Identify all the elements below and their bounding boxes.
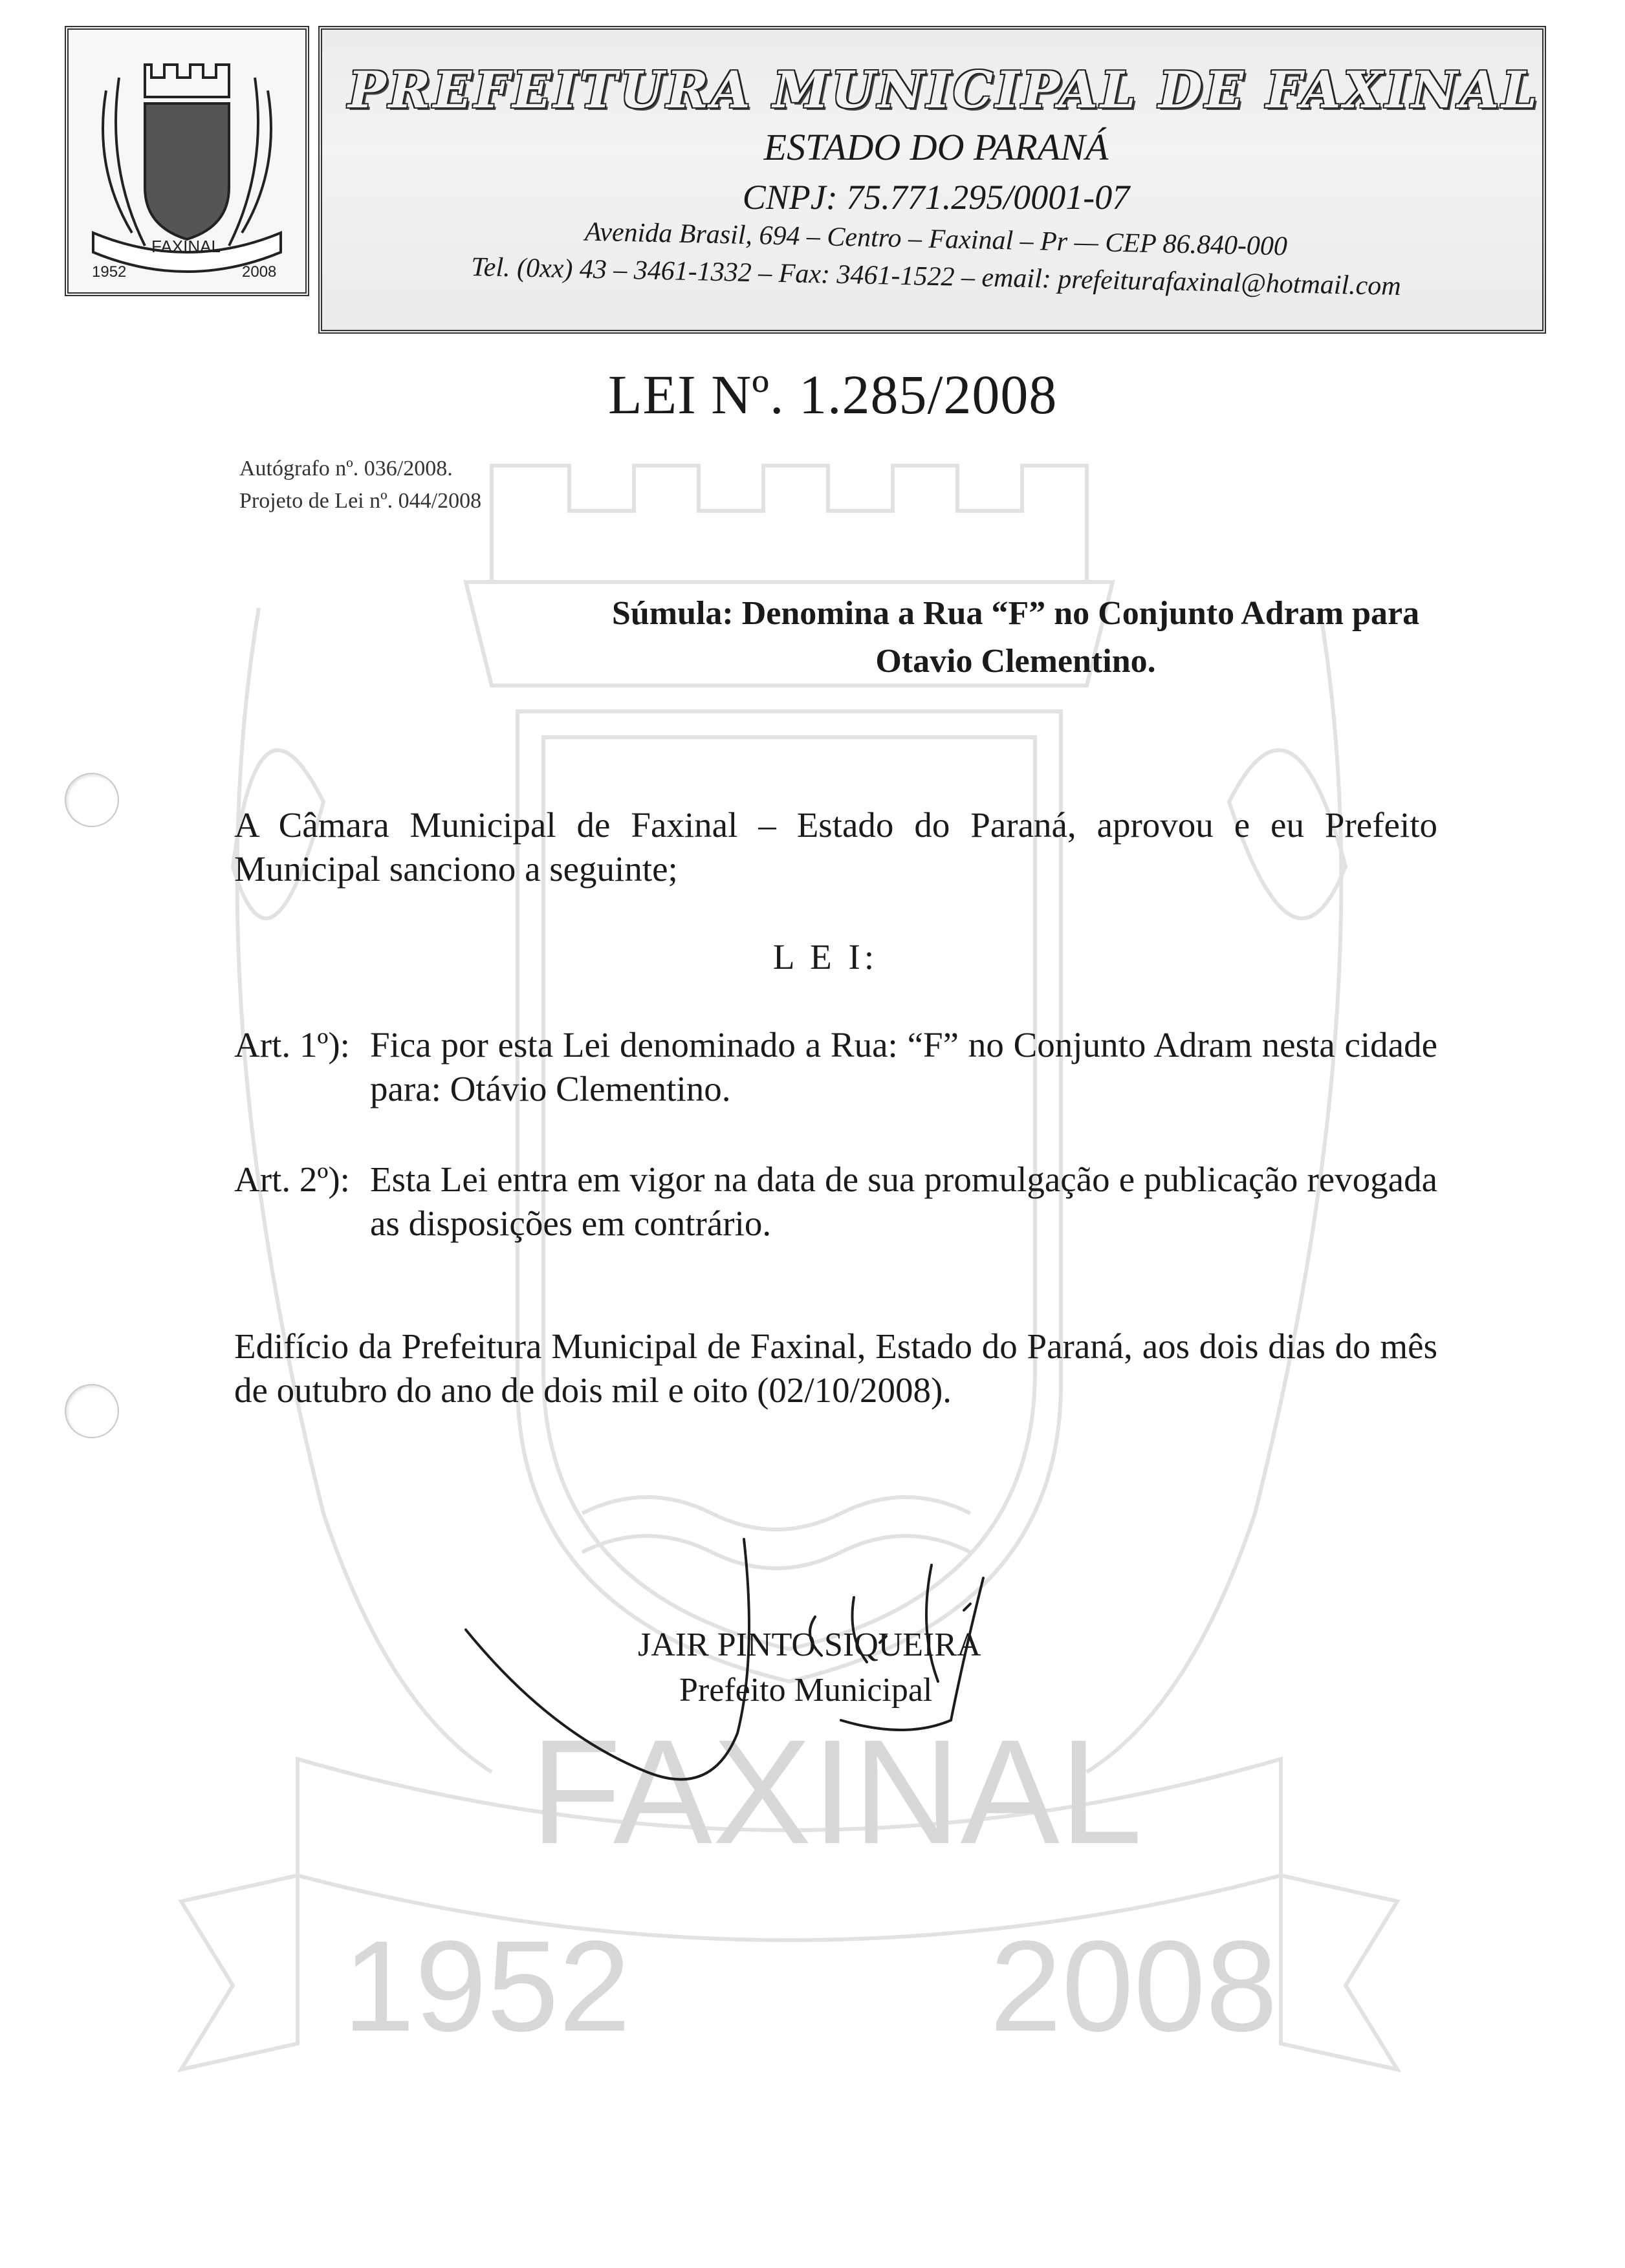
article-label: Art. 2º): [234,1160,350,1199]
lei-caption: L E I: [772,937,878,977]
autografo-number: Autógrafo nº. 036/2008. [239,457,453,481]
letterhead [65,26,1546,336]
crest-year-left: 1952 [92,263,127,281]
intro-paragraph: A Câmara Municipal de Faxinal – Estado do Paraná, aprovou e eu Prefeito Municipal sanciono a seguinte; [234,805,1437,889]
closing-paragraph: Edifício da Prefeitura Municipal de Faxinal, Estado do Paraná, aos dois dias do mês de outubro do ano de dois mil e oito (02/10/2008). [234,1326,1437,1410]
watermark-year-left: 1952 [343,1914,631,2058]
cnpj-line: CNPJ: 75.771.295/0001-07 [742,178,1130,217]
signatory-name: JAIR PINTO SIQUEIRA [638,1626,981,1663]
punch-hole [65,1384,119,1438]
crest-year-right: 2008 [242,263,277,281]
address-line: Avenida Brasil, 694 – Centro – Faxinal – Pr — CEP 86.840-000 [584,217,1288,262]
article-text: Fica por esta Lei denominado a Rua: “F” no Conjunto Adram nesta cidade para: Otávio Clementino. [370,1025,1437,1108]
letterhead-text-box [318,26,1546,334]
sumula: Súmula: Denomina a Rua “F” no Conjunto Adram para Otavio Clementino. [611,595,1420,680]
municipality-title: PREFEITURA MUNICIPAL DE FAXINAL [348,61,1540,120]
article-2 [234,1158,1437,1246]
projeto-number: Projeto de Lei nº. 044/2008 [239,489,482,513]
reference-block [239,453,481,517]
watermark-year-right: 2008 [990,1914,1278,2058]
article-label: Art. 1º): [234,1025,350,1064]
article-1 [234,1023,1437,1111]
crest-band-text: FAXINAL [151,237,221,256]
coat-of-arms-frame [65,26,309,296]
contact-line: Tel. (0xx) 43 – 3461-1332 – Fax: 3461-1522 – email: prefeiturafaxinal@hotmail.com [470,252,1402,302]
punch-hole [65,773,119,827]
signatory-role: Prefeito Municipal [679,1672,933,1709]
article-text: Esta Lei entra em vigor na data de sua promulgação e publicação revogada as disposições em contrário. [370,1160,1437,1243]
coat-of-arms-icon [80,39,294,285]
watermark-text: FAXINAL [530,1709,1142,1875]
signature-block [453,1526,1294,1824]
law-title: LEI Nº. 1.285/2008 [608,363,1058,426]
state-name: ESTADO DO PARANÁ [763,126,1109,168]
